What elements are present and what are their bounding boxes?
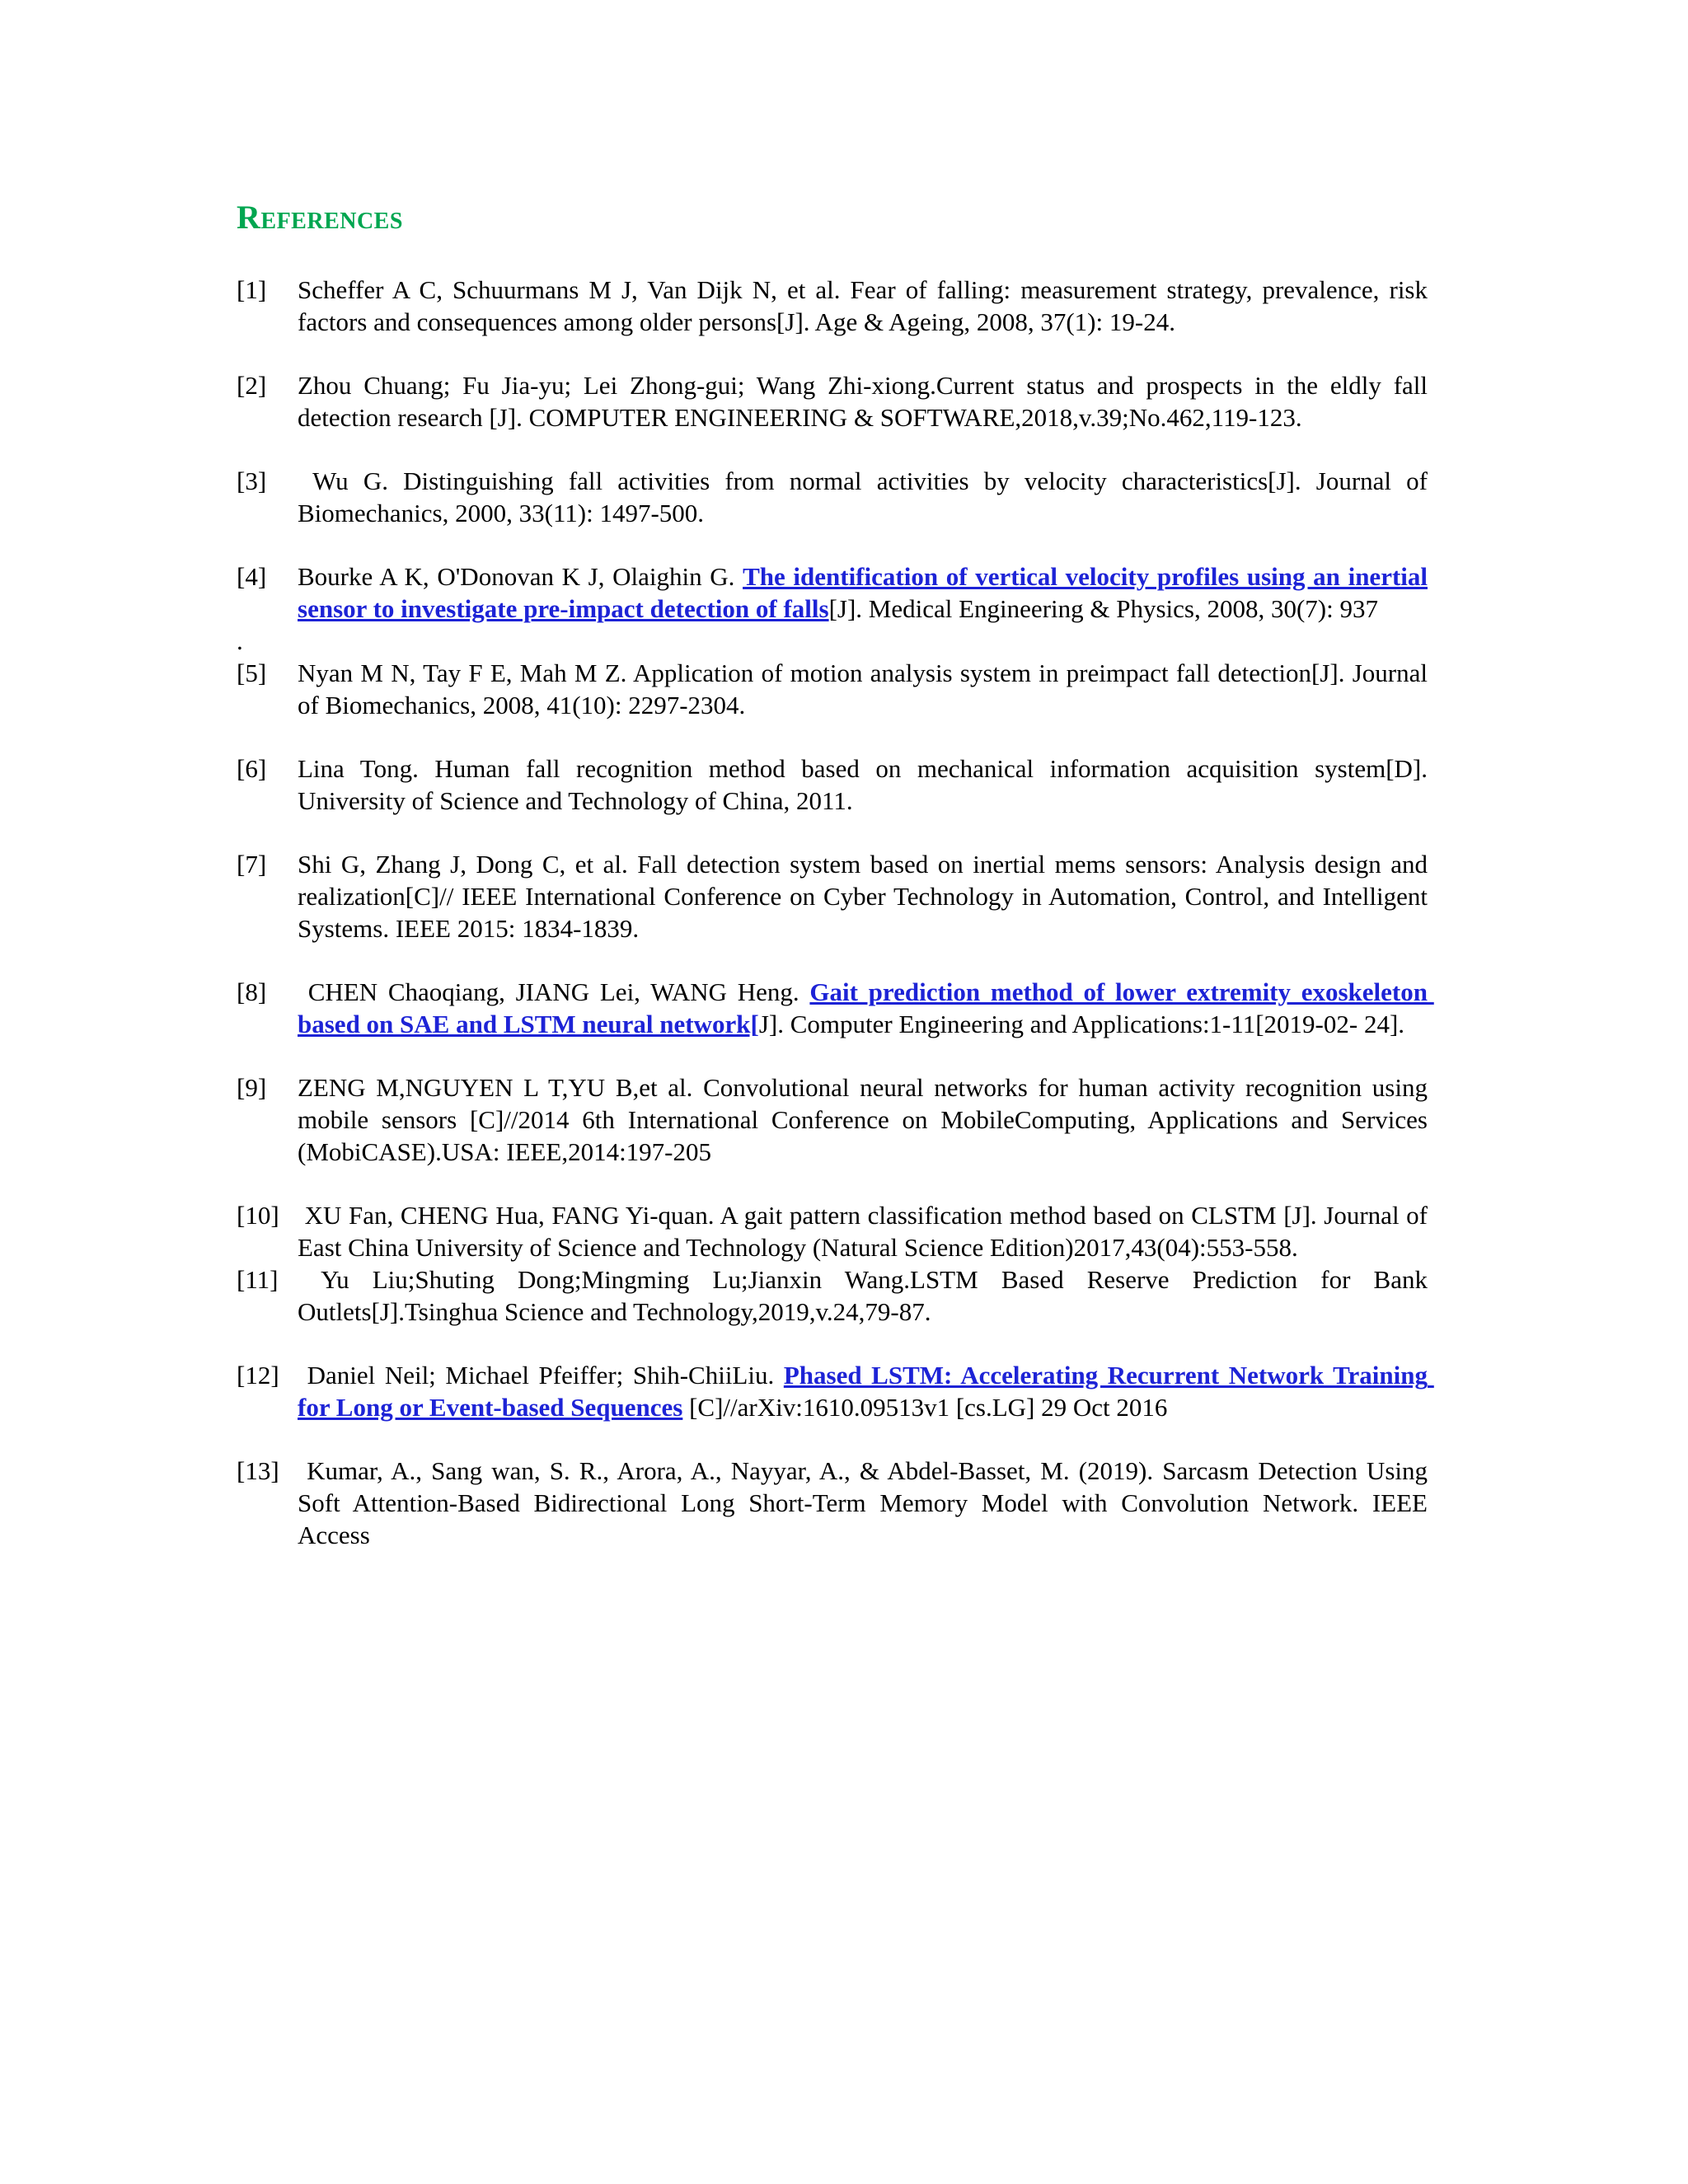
reference-item-13 — [237, 1455, 1434, 1551]
reference-text: ZENG M,NGUYEN L T,YU B,et al. Convolutional neural networks for human activity recognition using mobile sensors [C]//2014 6th International Conference on MobileComputing, Applications and Services (MobiCASE).USA: IEEE,2014:197-205 — [298, 1073, 1428, 1166]
reference-text-before: Daniel Neil; Michael Pfeiffer; Shih-ChiiLiu. — [298, 1361, 784, 1390]
reference-list — [237, 274, 1434, 1582]
reference-text — [298, 560, 1428, 625]
reference-item-11 — [237, 1263, 1434, 1328]
reference-number: [1] — [237, 275, 267, 304]
reference-number: [12] — [237, 1361, 279, 1390]
reference-number: [7] — [237, 850, 267, 879]
references-heading: References — [237, 199, 403, 236]
reference-number: [9] — [237, 1073, 267, 1102]
reference-text: Kumar, A., Sang wan, S. R., Arora, A., Nayyar, A., & Abdel-Basset, M. (2019). Sarcasm Detection Using Soft Attention-Based Bidirectional Long Short-Term Memory Model with Convolution Network. IEEE Access — [298, 1456, 1434, 1549]
reference-number: [2] — [237, 371, 267, 400]
reference-item-5 — [237, 657, 1428, 721]
reference-text: Lina Tong. Human fall recognition method based on mechanical information acquisition system[D]. University of Science and Technology of China, 2011. — [298, 754, 1428, 815]
reference-item-1 — [237, 274, 1428, 338]
reference-text-after: J]. Computer Engineering and Applications:1-11[2019-02- 24]. — [758, 1010, 1405, 1038]
reference-item-8 — [237, 976, 1434, 1040]
reference-text: Nyan M N, Tay F E, Mah M Z. Application of motion analysis system in preimpact fall detection[J]. Journal of Biomechanics, 2008, 41(10): 2297-2304. — [298, 658, 1428, 719]
reference-text-after: [C]//arXiv:1610.09513v1 [cs.LG] 29 Oct 2016 — [682, 1393, 1168, 1422]
reference-number: [11] — [237, 1265, 279, 1294]
reference-item-6 — [237, 752, 1428, 817]
reference-item-3 — [237, 465, 1434, 529]
reference-item-12 — [237, 1359, 1434, 1423]
reference-text-before: Bourke A K, O'Donovan K J, Olaighin G. — [298, 562, 743, 591]
reference-item-10 — [237, 1199, 1434, 1263]
reference-text — [298, 1359, 1434, 1423]
reference-text-after: [J]. Medical Engineering & Physics, 2008, 30(7): 937 — [828, 594, 1378, 623]
reference-text-before: CHEN Chaoqiang, JIANG Lei, WANG Heng. — [298, 977, 810, 1006]
reference-text — [298, 976, 1434, 1040]
reference-number: [10] — [237, 1201, 279, 1230]
reference-number: [6] — [237, 754, 267, 783]
reference-number: [8] — [237, 977, 267, 1006]
reference-link[interactable]: Gait prediction method of lower extremity exoskeleton based on SAE and LSTM neural network[ — [298, 977, 1434, 1038]
reference-item-7 — [237, 848, 1428, 944]
reference-text: XU Fan, CHENG Hua, FANG Yi-quan. A gait pattern classification method based on CLSTM [J]. Journal of East China University of Science and Technology (Natural Science Edition)2017,43(04):553-558. — [298, 1201, 1434, 1262]
reference-item-9 — [237, 1071, 1428, 1168]
reference-number: [5] — [237, 658, 267, 687]
reference-item-4 — [237, 560, 1428, 625]
reference-item-2 — [237, 369, 1428, 434]
reference-text: Zhou Chuang; Fu Jia-yu; Lei Zhong-gui; Wang Zhi-xiong.Current status and prospects in the eldly fall detection research [J]. COMPUTER ENGINEERING & SOFTWARE,2018,v.39;No.462,119-123. — [298, 371, 1428, 432]
reference-number: [3] — [237, 466, 267, 495]
reference-text: Scheffer A C, Schuurmans M J, Van Dijk N, et al. Fear of falling: measurement strategy, prevalence, risk factors and consequences among older persons[J]. Age & Ageing, 2008, 37(1): 19-24. — [298, 275, 1428, 336]
reference-link[interactable]: The identification of vertical velocity profiles using an inertial sensor to investigate pre-impact detection of falls — [298, 562, 1428, 623]
reference-text: Wu G. Distinguishing fall activities from normal activities by velocity characteristics[J]. Journal of Biomechanics, 2000, 33(11): 1497-500. — [298, 466, 1434, 527]
reference-number: [4] — [237, 562, 267, 591]
reference-text: Yu Liu;Shuting Dong;Mingming Lu;Jianxin Wang.LSTM Based Reserve Prediction for Bank Outlets[J].Tsinghua Science and Technology,2019,v.24,79-87. — [298, 1265, 1434, 1326]
stray-period: . — [237, 626, 243, 655]
reference-text: Shi G, Zhang J, Dong C, et al. Fall detection system based on inertial mems sensors: Analysis design and realization[C]// IEEE International Conference on Cyber Technology in Automation, Control, and Intelligent Systems. IEEE 2015: 1834-1839. — [298, 850, 1428, 943]
reference-number: [13] — [237, 1456, 279, 1485]
reference-link[interactable]: Phased LSTM: Accelerating Recurrent Network Training for Long or Event-based Sequences — [298, 1361, 1434, 1422]
